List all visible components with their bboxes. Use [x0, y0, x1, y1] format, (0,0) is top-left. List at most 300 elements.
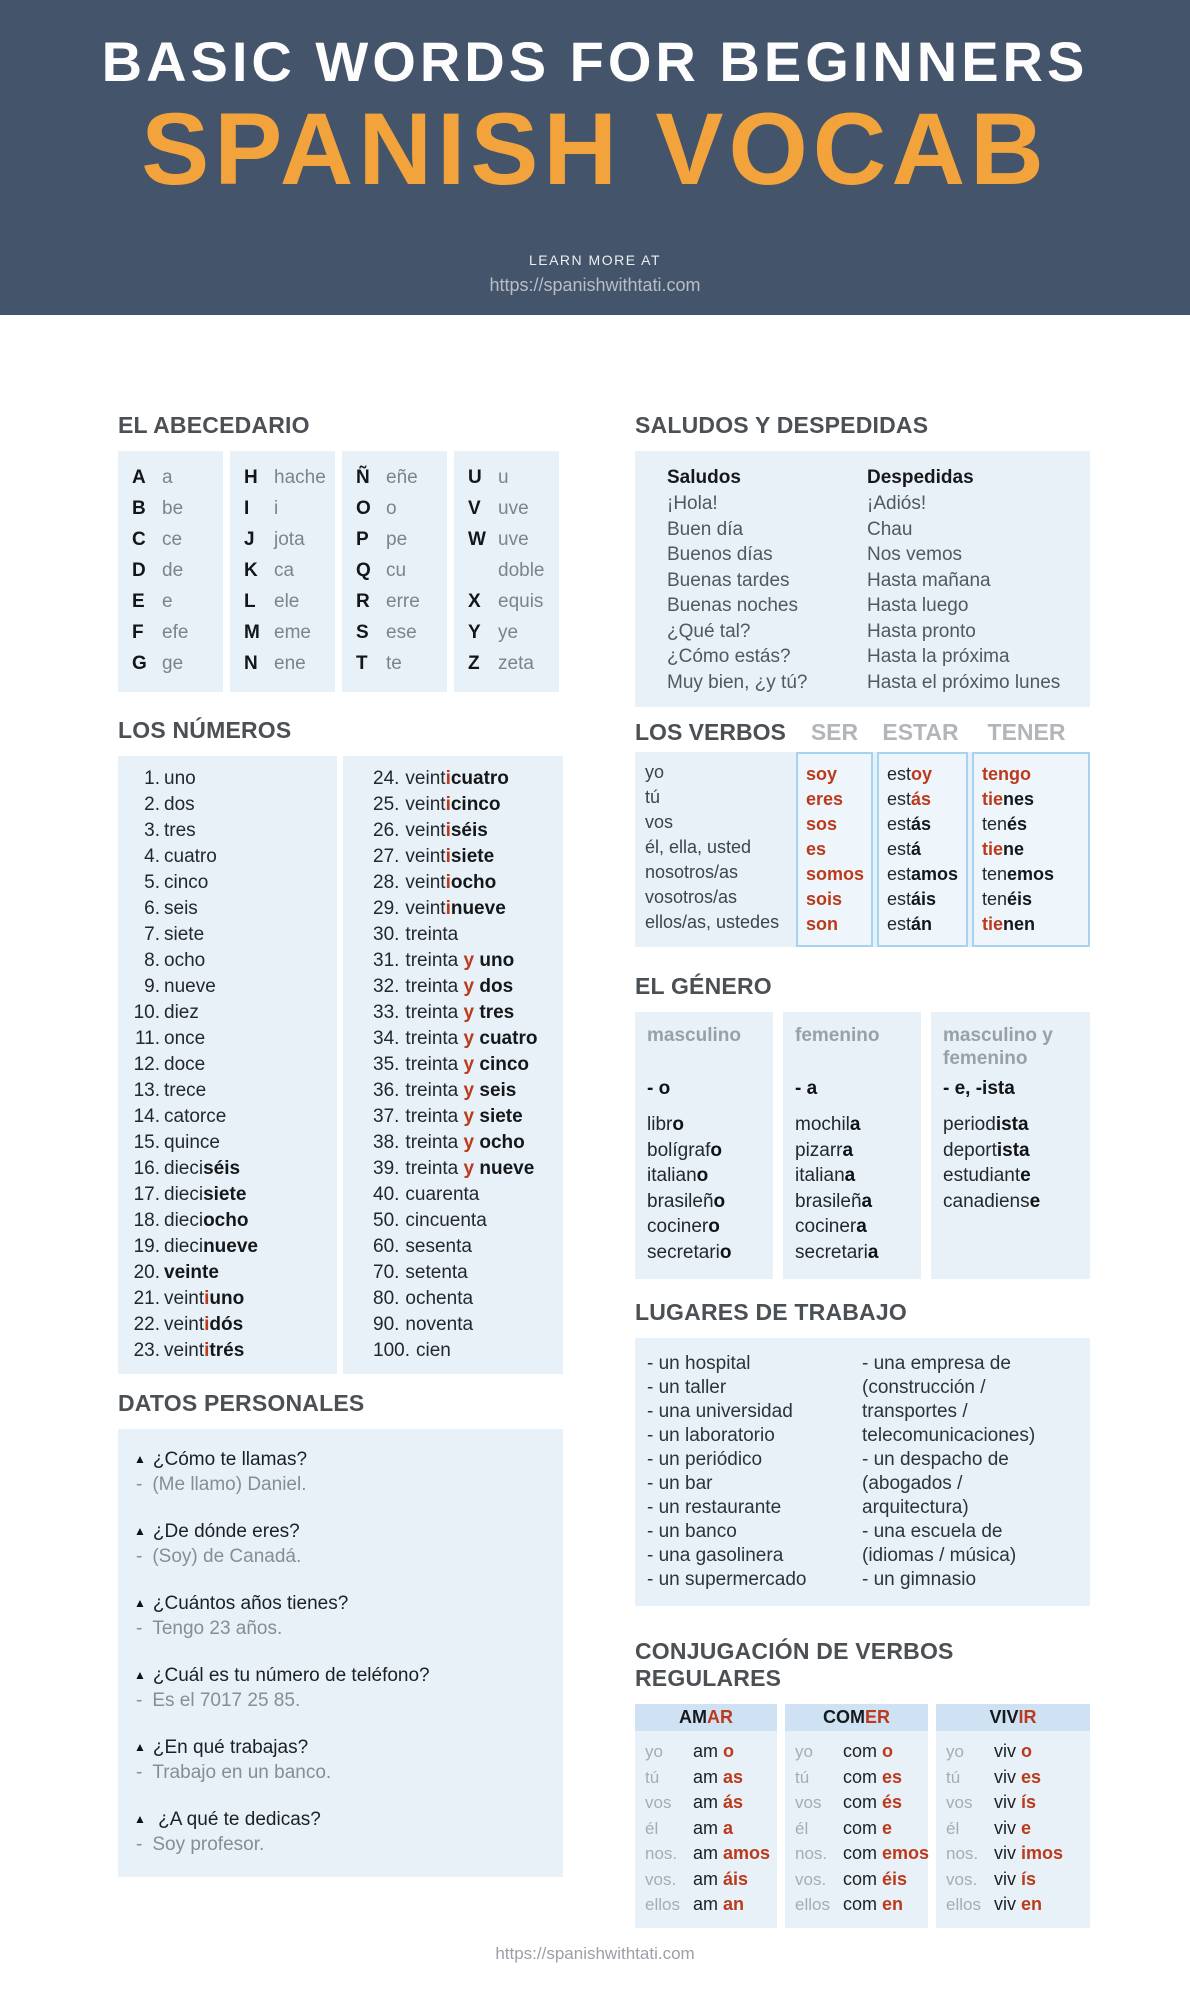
verb-column-tener — [972, 752, 1090, 947]
conjugation-row: vos. com éis — [795, 1868, 908, 1889]
conjugation-row: vos. viv ís — [946, 1868, 1037, 1889]
number-item: 25. veinticinco — [373, 794, 501, 815]
workplace-item: - un hospital — [647, 1353, 751, 1374]
alphabet-row — [468, 555, 559, 586]
verb-form: estoy — [887, 764, 933, 784]
numeros-title: LOS NÚMEROS — [118, 717, 292, 743]
alphabet-row — [356, 648, 447, 679]
alphabet-row — [244, 462, 335, 493]
alphabet-row — [356, 555, 447, 586]
alphabet-column-2 — [230, 451, 335, 692]
number-item: 35. treinta y cinco — [373, 1054, 529, 1075]
number-item: 11. once — [134, 1028, 206, 1049]
question-answer-pair — [134, 1591, 563, 1641]
conjugation-card — [785, 1704, 928, 1928]
letter-name: ene — [274, 652, 306, 674]
letter-name: u — [498, 466, 509, 488]
hero-header — [0, 0, 1190, 315]
section-conjugacion — [635, 1638, 1090, 1928]
letter: F — [132, 621, 144, 643]
number-item: 40. cuarenta — [373, 1184, 480, 1205]
number-item: 1. uno — [144, 768, 196, 789]
farewell-item: Hasta pronto — [867, 620, 976, 642]
number-item: 34. treinta y cuatro — [373, 1028, 538, 1049]
letter-name: equis — [498, 590, 544, 612]
letter-name: a — [162, 466, 173, 488]
number-item: 29. veintinueve — [373, 898, 506, 919]
letter-name: i — [274, 497, 279, 519]
workplace-item: - un taller — [647, 1377, 727, 1398]
letter: U — [468, 466, 482, 488]
numbers-column-1 — [118, 756, 337, 1374]
gender-example-word: secretario — [647, 1241, 732, 1263]
dash-bullet-icon: - — [136, 1690, 143, 1711]
verb-form: es — [806, 839, 827, 859]
letter-name: pe — [386, 528, 408, 550]
verb-form: estás — [887, 814, 932, 834]
workplace-item: - un bar — [647, 1473, 713, 1494]
conjugacion-title: CONJUGACIÓN DE VERBOS REGULARES — [635, 1638, 954, 1691]
number-item: 21. veintiuno — [133, 1288, 245, 1309]
lugares-panel — [635, 1338, 1090, 1606]
number-item: 33. treinta y tres — [373, 1002, 515, 1023]
conjugation-row: él viv e — [946, 1817, 1032, 1838]
letter-name: jota — [274, 528, 305, 550]
conjugation-card-header: AMAR — [635, 1704, 777, 1731]
number-item: 14. catorce — [133, 1106, 227, 1127]
alphabet-row — [356, 462, 447, 493]
verb-column-estar — [877, 752, 968, 947]
pronoun: él, ella, usted — [645, 837, 752, 857]
gender-example-word: mochila — [795, 1114, 861, 1135]
number-item: 36. treinta y seis — [373, 1080, 517, 1101]
alphabet-row — [132, 648, 223, 679]
alphabet-row — [356, 586, 447, 617]
alphabet-row — [356, 524, 447, 555]
genero-title: EL GÉNERO — [635, 973, 772, 999]
verbos-title: LOS VERBOS — [635, 719, 786, 745]
letter: B — [132, 497, 146, 519]
alphabet-row — [132, 586, 223, 617]
lugares-column-2 — [862, 1352, 1090, 1592]
number-item: 28. veintiocho — [373, 872, 497, 893]
conjugation-row: nos. viv imos — [946, 1843, 1064, 1863]
triangle-bullet-icon: ▲ — [134, 1812, 146, 1826]
letter: M — [244, 621, 260, 643]
gender-card-header: masculino — [647, 1025, 741, 1046]
answer: - Trabajo en un banco. — [136, 1762, 332, 1783]
letter: Z — [468, 652, 480, 674]
pronoun: yo — [645, 762, 665, 782]
saludos-panel — [635, 451, 1090, 707]
number-item: 5. cinco — [144, 872, 209, 893]
gender-example-word: periodista — [943, 1114, 1029, 1135]
gender-example-word: brasileño — [647, 1190, 726, 1212]
letter-name: ge — [162, 652, 184, 674]
alphabet-row — [468, 493, 559, 524]
letter-name: uve — [498, 528, 529, 550]
greeting-item: Buen día — [667, 518, 744, 540]
gender-example-word: italiano — [647, 1165, 709, 1186]
number-item: 2. dos — [144, 794, 195, 815]
conjugation-row: él com e — [795, 1817, 893, 1838]
gender-card — [931, 1012, 1090, 1279]
alphabet-row — [244, 524, 335, 555]
verb-pronoun-column — [635, 752, 792, 947]
gender-card — [783, 1012, 921, 1279]
datos-title: DATOS PERSONALES — [118, 1390, 365, 1416]
letter: O — [356, 497, 371, 519]
numbers-table — [118, 756, 563, 1374]
despedidas-header: Despedidas — [867, 467, 974, 488]
verb-form: sos — [806, 814, 838, 834]
number-item: 24. veinticuatro — [373, 768, 509, 789]
question: ▲ ¿Cómo te llamas? — [134, 1449, 308, 1470]
alphabet-column-3 — [342, 451, 447, 692]
alphabet-row — [356, 617, 447, 648]
answer: - Tengo 23 años. — [136, 1618, 283, 1639]
content-area — [0, 315, 1190, 1928]
question-answer-pair — [134, 1807, 563, 1857]
alphabet-row — [244, 648, 335, 679]
conjugation-card-header: VIVIR — [936, 1704, 1090, 1731]
number-item: 100. cien — [373, 1340, 451, 1361]
conjugation-row: vos viv ís — [946, 1792, 1037, 1812]
conjugation-row: tú am as — [645, 1766, 744, 1787]
triangle-bullet-icon: ▲ — [134, 1668, 146, 1682]
gender-example-word: cocinera — [795, 1216, 867, 1237]
footer-website-link[interactable]: https://spanishwithtati.com — [495, 1943, 695, 1963]
alphabet-row — [132, 555, 223, 586]
verb-form: está — [887, 839, 922, 859]
farewell-item: ¡Adiós! — [867, 493, 927, 514]
letter-name: eñe — [386, 466, 418, 488]
letter: R — [356, 590, 370, 612]
workplace-item: - un restaurante — [647, 1497, 782, 1518]
workplace-item: - una escuela de — [862, 1521, 1003, 1542]
alphabet-row — [468, 617, 559, 648]
number-item: 26. veintiséis — [373, 820, 488, 841]
gender-cards — [635, 1012, 1090, 1279]
alphabet-row — [244, 586, 335, 617]
number-item: 20. veinte — [133, 1262, 219, 1283]
answer: - Soy profesor. — [136, 1834, 265, 1855]
alphabet-row — [356, 493, 447, 524]
workplace-item: - un despacho de — [862, 1449, 1009, 1470]
letter: L — [244, 590, 256, 612]
number-item: 7. siete — [144, 924, 205, 945]
section-numeros — [118, 717, 563, 1374]
answer: - (Me llamo) Daniel. — [136, 1474, 307, 1495]
greeting-item: Buenos días — [667, 544, 773, 565]
answer: - Es el 7017 25 85. — [136, 1690, 301, 1711]
question-answer-pair — [134, 1519, 563, 1569]
conjugation-card — [936, 1704, 1090, 1928]
question: ▲ ¿A qué te dedicas? — [134, 1809, 321, 1830]
workplace-item: (abogados / — [862, 1473, 963, 1494]
dash-bullet-icon: - — [136, 1834, 143, 1855]
letter-name: ele — [274, 590, 300, 612]
saludos-title: SALUDOS Y DESPEDIDAS — [635, 412, 929, 438]
letter-name: be — [162, 497, 184, 519]
saludos-header: Saludos — [667, 467, 741, 488]
farewell-item: Nos vemos — [867, 544, 963, 565]
number-item: 4. cuatro — [144, 846, 217, 867]
letter-name: efe — [162, 621, 189, 643]
number-item: 15. quince — [133, 1132, 220, 1153]
hero-website-link[interactable]: https://spanishwithtati.com — [489, 275, 701, 295]
letter: G — [132, 652, 147, 674]
verb-form: tengo — [982, 764, 1031, 784]
conjugation-row: tú com es — [795, 1766, 903, 1787]
workplace-item: - un banco — [647, 1521, 737, 1542]
section-lugares — [635, 1299, 1090, 1606]
letter-name: doble — [498, 559, 545, 581]
verb-header-estar: ESTAR — [882, 719, 959, 745]
conjugation-row: nos. com emos — [795, 1843, 930, 1863]
gender-example-word: cocinero — [647, 1216, 720, 1237]
left-column — [118, 412, 563, 1928]
section-datos-personales — [118, 1390, 563, 1877]
letter-name: e — [162, 590, 173, 612]
conjugation-card — [635, 1704, 777, 1928]
triangle-bullet-icon: ▲ — [134, 1596, 146, 1610]
number-item: 17. diecisiete — [133, 1184, 247, 1205]
alphabet-row — [468, 462, 559, 493]
letter: N — [244, 652, 258, 674]
alphabet-row — [244, 493, 335, 524]
letter: Q — [356, 559, 371, 581]
workplace-item: transportes / — [862, 1401, 968, 1422]
greeting-item: ¿Cómo estás? — [667, 646, 791, 667]
letter: D — [132, 559, 146, 581]
letter: S — [356, 621, 369, 643]
letter-name: ye — [498, 621, 519, 643]
number-item: 3. tres — [144, 820, 196, 841]
pronoun: vos — [645, 812, 674, 832]
right-column — [635, 412, 1090, 1928]
verb-form: son — [806, 914, 839, 934]
triangle-bullet-icon: ▲ — [134, 1524, 146, 1538]
verb-form: sois — [806, 889, 843, 909]
letter: X — [468, 590, 481, 612]
alphabet-row — [244, 555, 335, 586]
regular-verbs-cards — [635, 1704, 1090, 1928]
datos-panel — [118, 1429, 563, 1877]
gender-example-word: bolígrafo — [647, 1139, 722, 1161]
letter-name: uve — [498, 497, 529, 519]
alphabet-column-4 — [454, 451, 559, 692]
question: ▲ ¿Cuál es tu número de teléfono? — [134, 1665, 430, 1686]
letter: Y — [468, 621, 481, 643]
letter-name: ca — [274, 559, 295, 581]
number-item: 60. sesenta — [373, 1236, 472, 1257]
letter: J — [244, 528, 255, 550]
number-item: 38. treinta y ocho — [373, 1132, 525, 1153]
number-item: 80. ochenta — [373, 1288, 474, 1309]
dash-bullet-icon: - — [136, 1762, 143, 1783]
letter-name: ese — [386, 621, 417, 643]
question: ▲ ¿De dónde eres? — [134, 1521, 300, 1542]
alphabet-row — [132, 524, 223, 555]
number-item: 22. veintidós — [133, 1314, 244, 1335]
greeting-item: Muy bien, ¿y tú? — [667, 671, 808, 693]
farewell-item: Hasta mañana — [867, 569, 991, 591]
greeting-item: ¿Qué tal? — [667, 620, 751, 642]
verb-form: tenés — [982, 814, 1028, 834]
gender-ending-rule: - e, -ista — [943, 1078, 1015, 1099]
gender-example-word: brasileña — [795, 1190, 873, 1212]
dash-bullet-icon: - — [136, 1618, 143, 1639]
verb-column-ser — [796, 752, 873, 947]
learn-more-label: LEARN MORE AT — [528, 252, 662, 268]
alphabet-row — [468, 586, 559, 617]
letter: Ñ — [356, 466, 370, 488]
letter-name: hache — [274, 466, 326, 488]
verb-form: estás — [887, 789, 932, 809]
alphabet-row — [132, 462, 223, 493]
lugares-column-1 — [647, 1352, 862, 1592]
letter-name: eme — [274, 621, 311, 643]
conjugation-row: ellos com en — [795, 1894, 904, 1914]
workplace-item: - un laboratorio — [647, 1425, 775, 1446]
number-item: 31. treinta y uno — [373, 950, 515, 971]
numbers-column-2 — [343, 756, 563, 1374]
letter: K — [244, 559, 258, 581]
conjugation-row: yo am o — [645, 1741, 735, 1761]
conjugation-row: él am a — [645, 1817, 734, 1838]
number-item: 18. dieciocho — [133, 1210, 249, 1231]
verb-form: somos — [806, 864, 865, 884]
verb-form: tienes — [982, 789, 1035, 809]
verb-form: tenéis — [982, 889, 1033, 909]
question-answer-pair — [134, 1663, 563, 1713]
gender-ending-rule: - a — [795, 1078, 818, 1099]
gender-card — [635, 1012, 773, 1279]
verbs-conjugation-table — [635, 752, 1090, 947]
verb-form: soy — [806, 764, 838, 784]
number-item: 50. cincuenta — [373, 1210, 487, 1231]
number-item: 19. diecinueve — [133, 1236, 258, 1257]
gender-card-header: masculino y femenino — [943, 1025, 1053, 1069]
gender-example-word: libro — [647, 1114, 684, 1135]
section-genero — [635, 973, 1090, 1279]
letter-name: o — [386, 497, 397, 519]
question-answer-pair — [134, 1735, 563, 1785]
conjugation-row: yo com o — [795, 1741, 894, 1761]
number-item: 32. treinta y dos — [373, 976, 514, 997]
conjugation-row: yo viv o — [946, 1741, 1033, 1761]
dash-bullet-icon: - — [136, 1546, 143, 1567]
workplace-item: - una empresa de — [862, 1353, 1011, 1374]
pronoun: tú — [645, 787, 661, 807]
workplace-item: (construcción / — [862, 1377, 986, 1398]
conjugation-row: vos am ás — [645, 1792, 744, 1812]
conjugation-row: ellos am an — [645, 1894, 745, 1914]
despedidas-column — [867, 465, 1090, 695]
workplace-item: - un gimnasio — [862, 1569, 977, 1590]
section-abecedario — [118, 412, 563, 692]
gender-example-word: deportista — [943, 1139, 1030, 1161]
pronoun: vosotros/as — [645, 887, 738, 907]
verb-form: eres — [806, 789, 844, 809]
number-item: 39. treinta y nueve — [373, 1158, 535, 1179]
number-item: 37. treinta y siete — [373, 1106, 523, 1127]
letter: P — [356, 528, 369, 550]
gender-example-word: pizarra — [795, 1139, 854, 1161]
number-item: 9. nueve — [144, 976, 216, 997]
abecedario-title: EL ABECEDARIO — [118, 412, 310, 438]
gender-ending-rule: - o — [647, 1078, 671, 1099]
letter-name: te — [386, 652, 402, 674]
verb-form: estamos — [887, 864, 959, 884]
gender-example-word: secretaria — [795, 1241, 879, 1263]
gender-card-header: femenino — [795, 1025, 880, 1046]
number-item: 70. setenta — [373, 1262, 468, 1283]
letter: C — [132, 528, 146, 550]
answer: - (Soy) de Canadá. — [136, 1546, 302, 1567]
gender-example-word: canadiense — [943, 1190, 1041, 1212]
workplace-item: - una universidad — [647, 1401, 793, 1422]
number-item: 8. ocho — [144, 950, 206, 971]
number-item: 12. doce — [133, 1054, 206, 1075]
dash-bullet-icon: - — [136, 1474, 143, 1495]
hero-subtitle: BASIC WORDS FOR BEGINNERS — [101, 30, 1089, 93]
number-item: 23. veintitrés — [133, 1340, 245, 1361]
alphabet-row — [132, 493, 223, 524]
gender-example-word: estudiante — [943, 1165, 1031, 1186]
number-item: 90. noventa — [373, 1314, 474, 1335]
number-item: 10. diez — [133, 1002, 199, 1023]
conjugation-row: nos. am amos — [645, 1843, 771, 1863]
alphabet-row — [468, 524, 559, 555]
verb-header-tener: TENER — [987, 719, 1066, 745]
letter: T — [356, 652, 368, 674]
letter: V — [468, 497, 481, 519]
letter: A — [132, 466, 146, 488]
footer — [0, 1944, 1190, 1964]
verb-form: estáis — [887, 889, 937, 909]
question: ▲ ¿En qué trabajas? — [134, 1737, 309, 1758]
pronoun: nosotros/as — [645, 862, 739, 882]
conjugation-row: vos. am áis — [645, 1868, 749, 1889]
alphabet-column-1 — [118, 451, 223, 692]
greeting-item: Buenas tardes — [667, 569, 790, 591]
number-item: 13. trece — [133, 1080, 207, 1101]
letter-name: ce — [162, 528, 183, 550]
workplace-item: - un periódico — [647, 1449, 763, 1470]
verbos-title-row — [635, 719, 1090, 746]
lugares-title: LUGARES DE TRABAJO — [635, 1299, 907, 1325]
conjugation-row: tú viv es — [946, 1766, 1042, 1787]
alphabet-row — [244, 617, 335, 648]
letter-name: cu — [386, 559, 407, 581]
number-item: 30. treinta — [373, 924, 459, 945]
saludos-column — [667, 465, 867, 695]
letter-name: de — [162, 559, 184, 581]
verb-form: tienen — [982, 914, 1036, 934]
question-answer-pair — [134, 1447, 563, 1497]
pronoun: ellos/as, ustedes — [645, 912, 780, 932]
verb-form: están — [887, 914, 933, 934]
number-item: 16. dieciséis — [133, 1158, 241, 1179]
section-verbos — [635, 719, 1090, 947]
letter-name: erre — [386, 590, 420, 612]
number-item: 6. seis — [144, 898, 198, 919]
greeting-item: Buenas noches — [667, 595, 798, 616]
workplace-item: arquitectura) — [862, 1497, 969, 1518]
letter: H — [244, 466, 258, 488]
